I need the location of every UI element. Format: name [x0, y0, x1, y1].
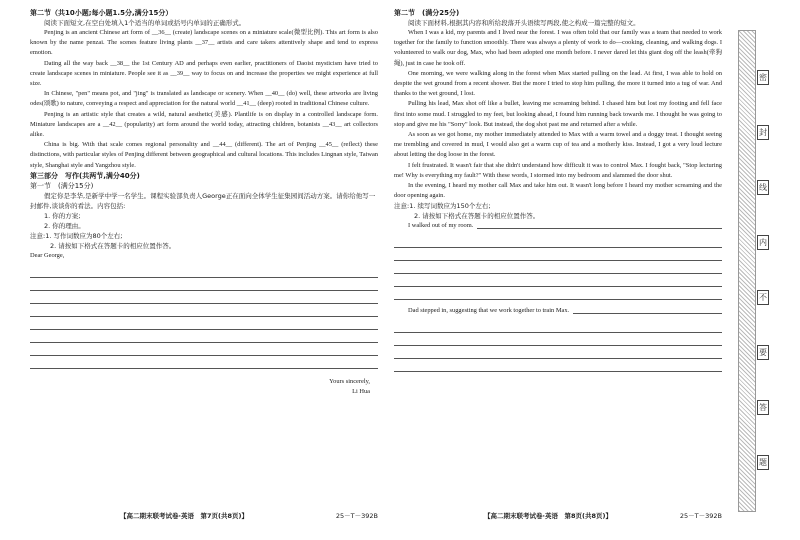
- passage-paragraph: Dating all the way back __38__ the 1st Century AD and perhaps even earlier, practitioners of Daoist mysticism have tried to create landscape scenes in miniature. People see it as __39__ way to focus on and increase the properties we might experience at full size.: [30, 59, 378, 88]
- note-2: 2. 请按如下格式在答题卡的相应位置作答。: [50, 241, 176, 250]
- note-1: 注意:1. 写作词数应为80个左右;: [30, 231, 123, 240]
- continuation-start-2: [394, 306, 722, 316]
- writing-lines-letter[interactable]: [30, 265, 378, 369]
- writing-line[interactable]: [394, 287, 722, 300]
- writing-line[interactable]: [394, 359, 722, 372]
- footer-title: 【高二期末联考试卷·英语 第8页(共8页)】: [484, 512, 612, 520]
- story-paragraph: As soon as we got home, my mother immediately attended to Max with a warm towel and a doggy treat. I thought seeing me trembling and covered in mud, I would also get a warm cup of tea and a motherly kiss. Instead, I got a very loud lecture about letting the dog loose in the forest.: [394, 131, 722, 159]
- writing-line[interactable]: [394, 333, 722, 346]
- binding-char: 题: [757, 455, 769, 470]
- writing-line[interactable]: [394, 320, 722, 333]
- footer-code: 25－T－392B: [335, 512, 378, 520]
- writing-line[interactable]: [30, 330, 378, 343]
- passage-paragraph: In Chinese, "pen" means pot, and "jing" is translated as landscape or scenery. When __40__ (do) well, these artworks are living odes(颂歌) to nature, conveying a respect and appreciation for the natural world __41__ (deep) rooted in traditional Chinese culture.: [30, 90, 378, 108]
- section1-instructions: 假定你是李华,是新学中学一名学生。课程实验部负责人George正在面向全体学生征集园间活动方案。请你给他写一封邮件,谈谈你的看法。内容包括:: [30, 191, 376, 210]
- part3-heading: 第三部分 写作(共两节,满分40分): [30, 171, 140, 180]
- section2-heading-left: 第二节（共10小题;每小题1.5分,满分15分）: [30, 9, 173, 17]
- writing-line[interactable]: [30, 343, 378, 356]
- note-2-right: 2. 请按如下格式在答题卡的相应位置作答。: [414, 212, 540, 221]
- continuation-start-1: [394, 221, 722, 231]
- writing-lines-para2[interactable]: [394, 320, 722, 372]
- writing-lines-para1[interactable]: [394, 235, 722, 300]
- writing-line[interactable]: [477, 221, 722, 229]
- passage-paragraph: China is big. With that scale comes regional personality and __44__ (different). The art of Penjing __45__ (reflect) these distinctions, with particular styles of Penjing different between geographical and cultural locations. This includes Lingnan style, Taiwan style, Shanghai style and Yangzhou style.: [30, 141, 378, 169]
- story-paragraph: In the evening, I heard my mother call Max and take him out. It wasn't long before I heard my mother screaming and the door opening again.: [394, 182, 722, 200]
- salutation: Dear George,: [30, 251, 65, 259]
- footer-code: 25－T－392B: [679, 512, 722, 520]
- binding-strip: [756, 30, 770, 510]
- writing-line[interactable]: [394, 235, 722, 248]
- passage-paragraph: Penjing is an ancient Chinese art form of __36__ (create) landscape scenes on a miniature scale(微型比例). This art form is also known by the name penzai. The scenes feature living plants __37__ artists and care takers attentively shape and tend to express emotion.: [30, 29, 378, 57]
- writing-line[interactable]: [394, 261, 722, 274]
- writing-line[interactable]: [394, 248, 722, 261]
- writing-line[interactable]: [30, 356, 378, 369]
- story-paragraph: I felt frustrated. It wasn't fair that she didn't understand how difficult it was to control Max. I fought back, "Stop lecturing me! Why is everything my fault?" With these words, I stormed into my bedroom and slammed the door shut.: [394, 161, 722, 179]
- writing-line[interactable]: [394, 346, 722, 359]
- writing-line[interactable]: [30, 265, 378, 278]
- footer-left: [30, 511, 378, 520]
- requirement-1: 1. 你的方案;: [44, 211, 81, 220]
- binding-char: 不: [757, 290, 769, 305]
- story-paragraph: When I was a kid, my parents and I lived near the forest. I was often told that our family was a team that needed to work together for the family to function smoothly. There was always a plenty of work to do—cooking, cleaning, and walking dogs. I volunteered to walk our dog, Max, who had been adopted one month before. I never dared let this giant dog off the leash(牵狗绳), just in case he took off.: [394, 29, 722, 67]
- writing-line[interactable]: [573, 306, 722, 314]
- start-sentence-1: I walked out of my room.: [408, 222, 474, 230]
- section2-instructions-right: 阅读下面材料,根据其内容和所给段落开头语续写两段,使之构成一篇完整的短文。: [408, 19, 640, 27]
- binding-margin-pattern: [738, 30, 756, 512]
- footer-title: 【高二期末联考试卷·英语 第7页(共8页)】: [120, 512, 248, 520]
- requirement-2: 2. 你的理由。: [44, 221, 85, 230]
- binding-char: 封: [757, 125, 769, 140]
- section2-heading-right: 第二节 (满分25分): [394, 9, 460, 17]
- binding-char: 要: [757, 345, 769, 360]
- binding-char: 内: [757, 235, 769, 250]
- section1-heading: 第一节 (满分15分): [30, 181, 94, 190]
- writing-line[interactable]: [30, 291, 378, 304]
- note-1-right: 注意:1. 续写词数应为150个左右;: [394, 202, 491, 211]
- story-paragraph: One morning, we were walking along in the forest when Max started pulling on the lead. At first, I was able to hold on despite the wet ground from a recent shower. But the more I tried to stop him pulling, the more it turned into a tug of war. And thanks to the wet ground, I lost.: [394, 69, 722, 98]
- left-page: [0, 0, 388, 540]
- section2-instructions-left: 阅读下面短文,在空白处填入1个适当的单词或括号内单词的正确形式。: [44, 19, 246, 27]
- binding-char: 线: [757, 180, 769, 195]
- binding-char: 密: [757, 70, 769, 85]
- writing-line[interactable]: [30, 304, 378, 317]
- closing: Yours sincerely,: [329, 378, 370, 386]
- writing-line[interactable]: [30, 278, 378, 291]
- footer-right: [394, 511, 722, 520]
- writing-line[interactable]: [394, 274, 722, 287]
- binding-char: 答: [757, 400, 769, 415]
- start-sentence-2: Dad stepped in, suggesting that we work together to train Max.: [408, 307, 570, 315]
- right-page: [388, 0, 728, 540]
- writing-line[interactable]: [30, 317, 378, 330]
- story-paragraph: Pulling his lead, Max shot off like a bullet, leaving me screaming behind. I chased him but lost my footing and fell face first into some mud. I struggled to my feet, but looking ahead, I found him running back towards me. I thought he was going to stop and give me his "Sorry" look. But instead, the dog shot past me and returned after a while.: [394, 100, 722, 128]
- passage-paragraph: Penjing is an artistic style that creates a wild, natural aesthetic(美感). Plantlife is on display in a controlled landscape form. Miniature landscapes are a __42__ (popularity) art form around the world today, attracting children, botanists __43__ art collectors alike.: [30, 110, 378, 139]
- signature: Li Hua: [352, 388, 370, 396]
